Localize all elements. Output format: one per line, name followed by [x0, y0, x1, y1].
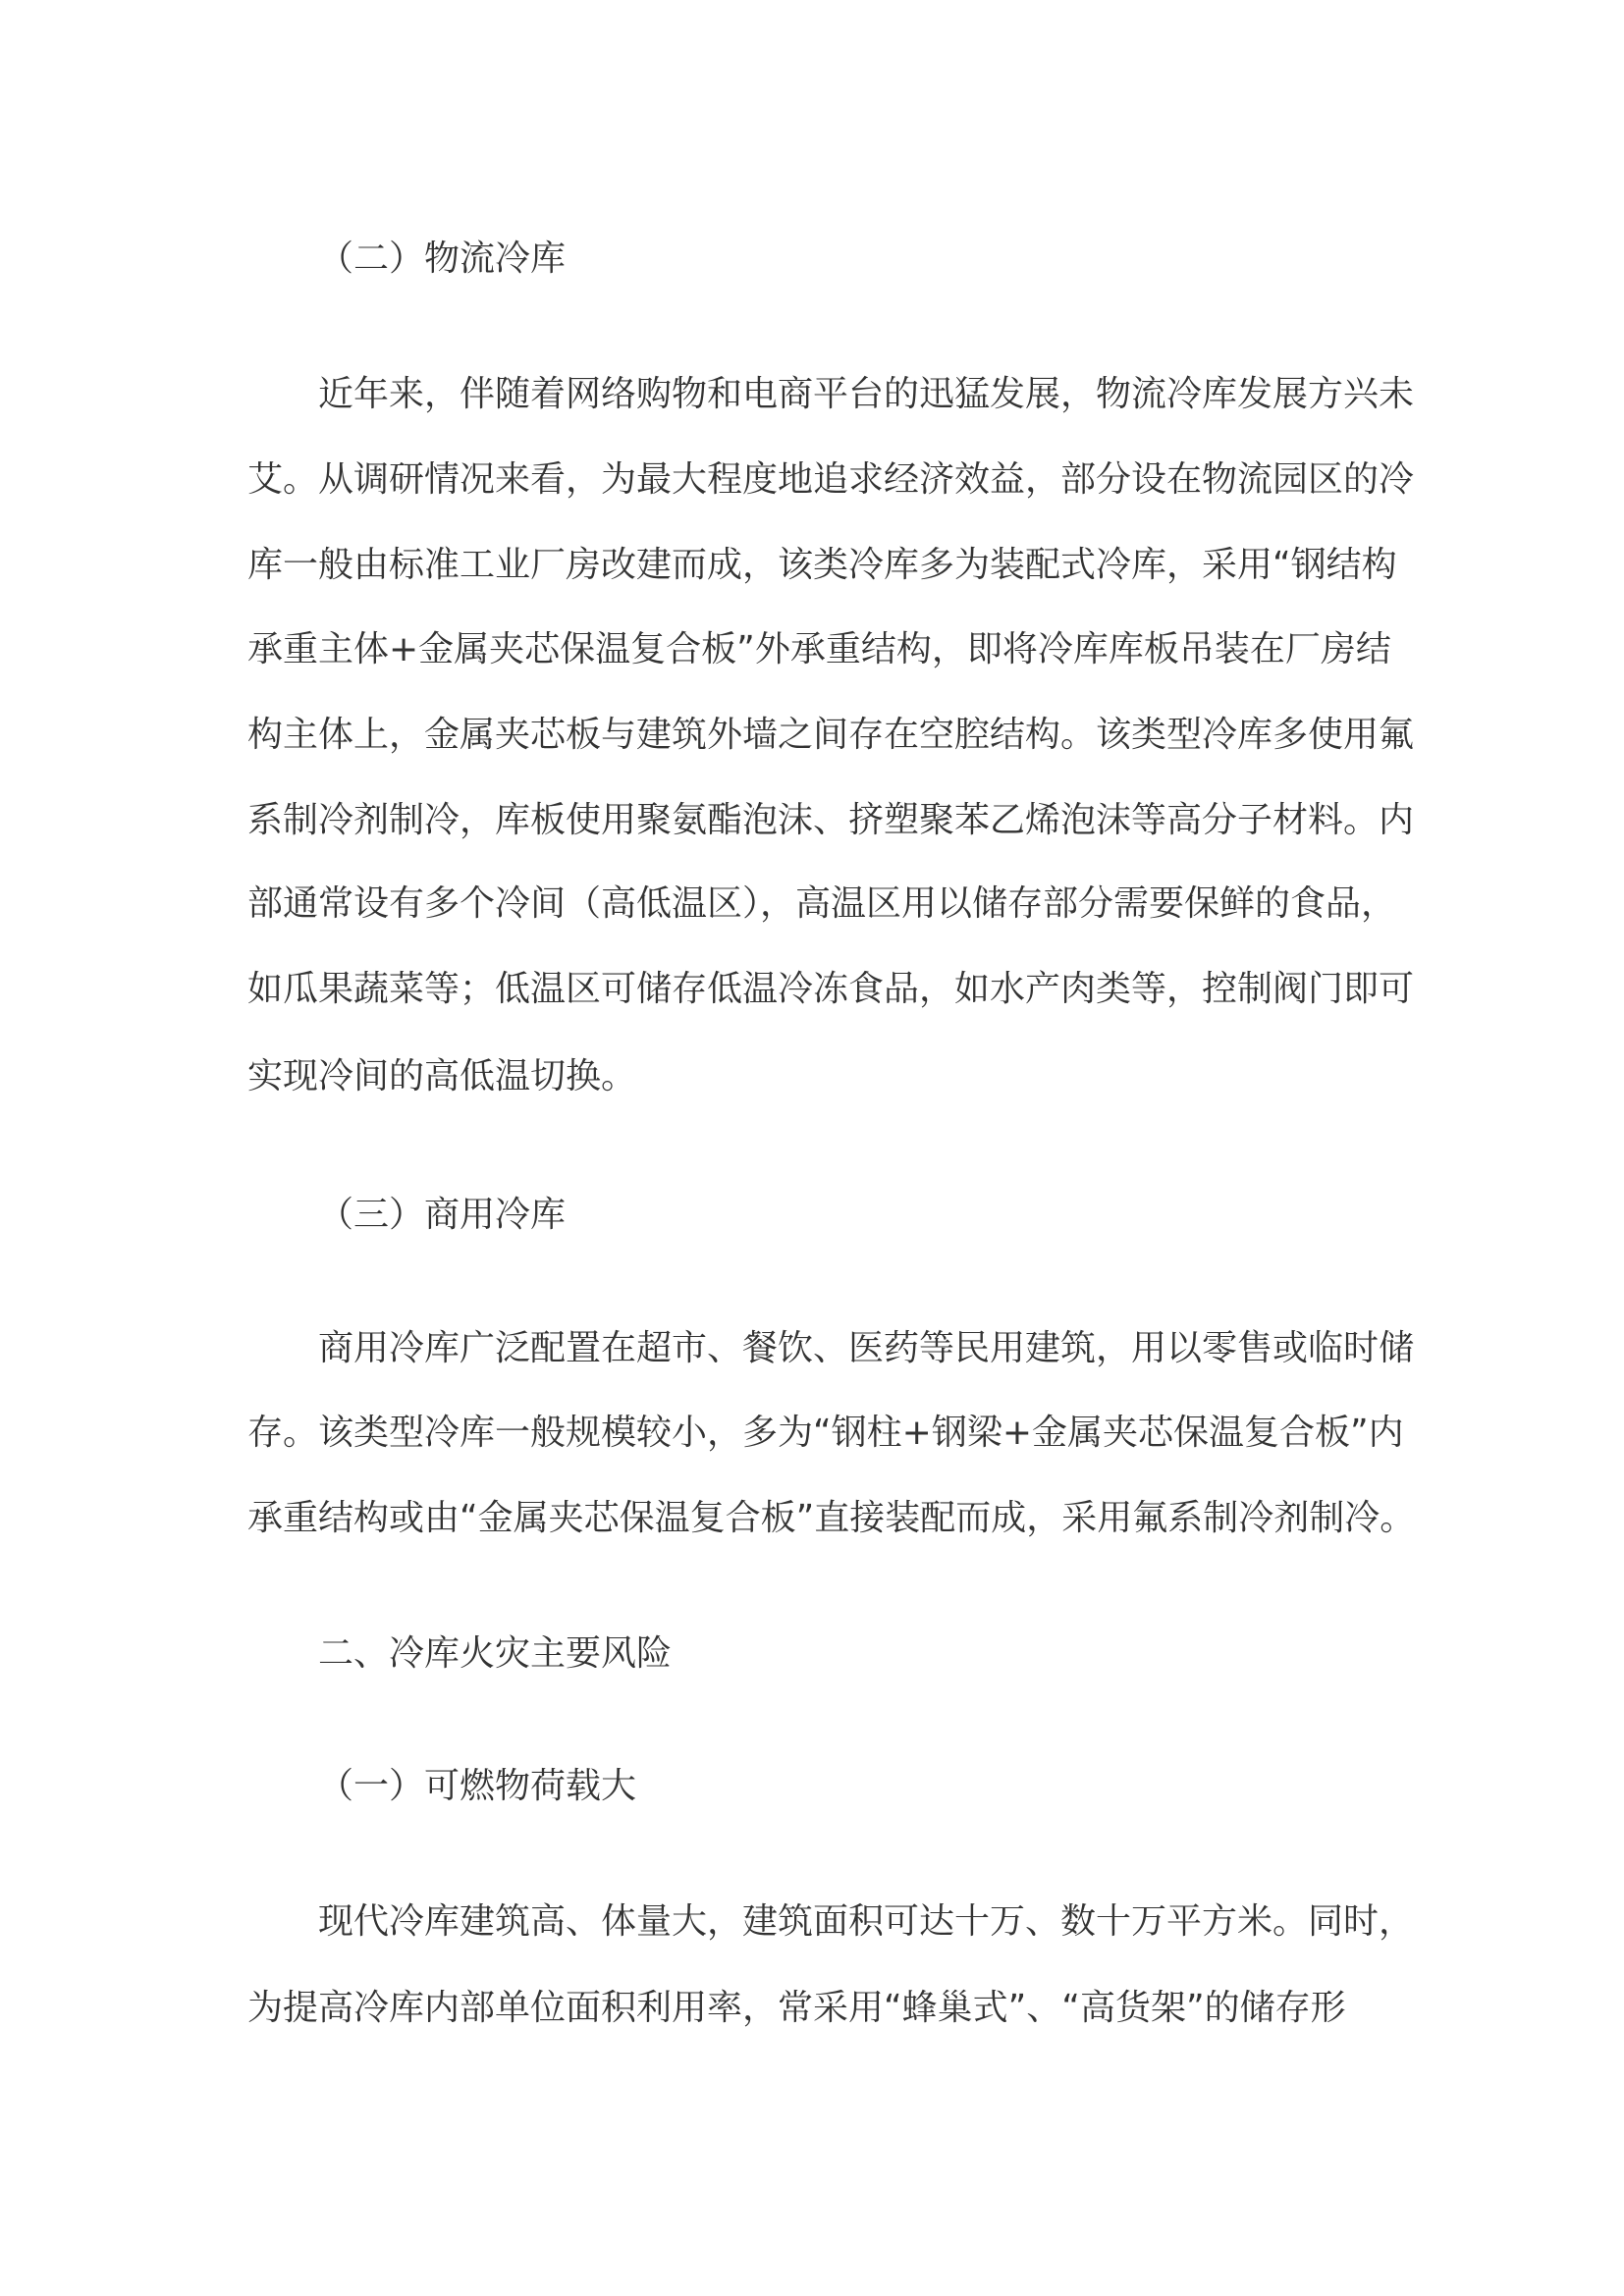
paragraph-line: 承重结构或由“金属夹芯保温复合板”直接装配而成，采用氟系制冷剂制冷。: [247, 1498, 1416, 1538]
section-heading-fire-risks: 二、冷库火灾主要风险: [318, 1633, 673, 1674]
subsection-heading-fuel-load: （一）可燃物荷载大: [318, 1766, 637, 1806]
paragraph-line: 承重主体+金属夹芯保温复合板”外承重结构，即将冷库库板吊装在厂房结: [247, 629, 1391, 669]
paragraph-line: 部通常设有多个冷间（高低温区），高温区用以储存部分需要保鲜的食品，: [247, 883, 1397, 924]
paragraph-line: 商用冷库广泛配置在超市、餐饮、医药等民用建筑，用以零售或临时储: [318, 1328, 1415, 1368]
paragraph-line: 存。该类型冷库一般规模较小，多为“钢柱+钢梁+金属夹芯保温复合板”内: [247, 1413, 1404, 1453]
paragraph-line: 近年来，伴随着网络购物和电商平台的迅猛发展，物流冷库发展方兴未: [318, 374, 1415, 414]
paragraph-line: 艾。从调研情况来看，为最大程度地追求经济效益，部分设在物流园区的冷: [247, 459, 1415, 500]
section-heading-commercial-cold-storage: （三）商用冷库: [318, 1195, 567, 1235]
paragraph-line: 为提高冷库内部单位面积利用率，常采用“蜂巢式”、“高货架”的储存形: [247, 1988, 1346, 2028]
paragraph-line: 系制冷剂制冷，库板使用聚氨酯泡沫、挤塑聚苯乙烯泡沫等高分子材料。内: [247, 800, 1415, 840]
paragraph-line: 如瓜果蔬菜等；低温区可储存低温冷冻食品，如水产肉类等，控制阀门即可: [247, 969, 1415, 1009]
section-heading-logistics-cold-storage: （二）物流冷库: [318, 239, 567, 279]
paragraph-line: 现代冷库建筑高、体量大，建筑面积可达十万、数十万平方米。同时，: [318, 1901, 1415, 1942]
paragraph-line: 库一般由标准工业厂房改建而成，该类冷库多为装配式冷库，采用“钢结构: [247, 545, 1397, 585]
paragraph-line: 实现冷间的高低温切换。: [247, 1056, 637, 1096]
paragraph-line: 构主体上，金属夹芯板与建筑外墙之间存在空腔结构。该类型冷库多使用氟: [247, 715, 1415, 755]
